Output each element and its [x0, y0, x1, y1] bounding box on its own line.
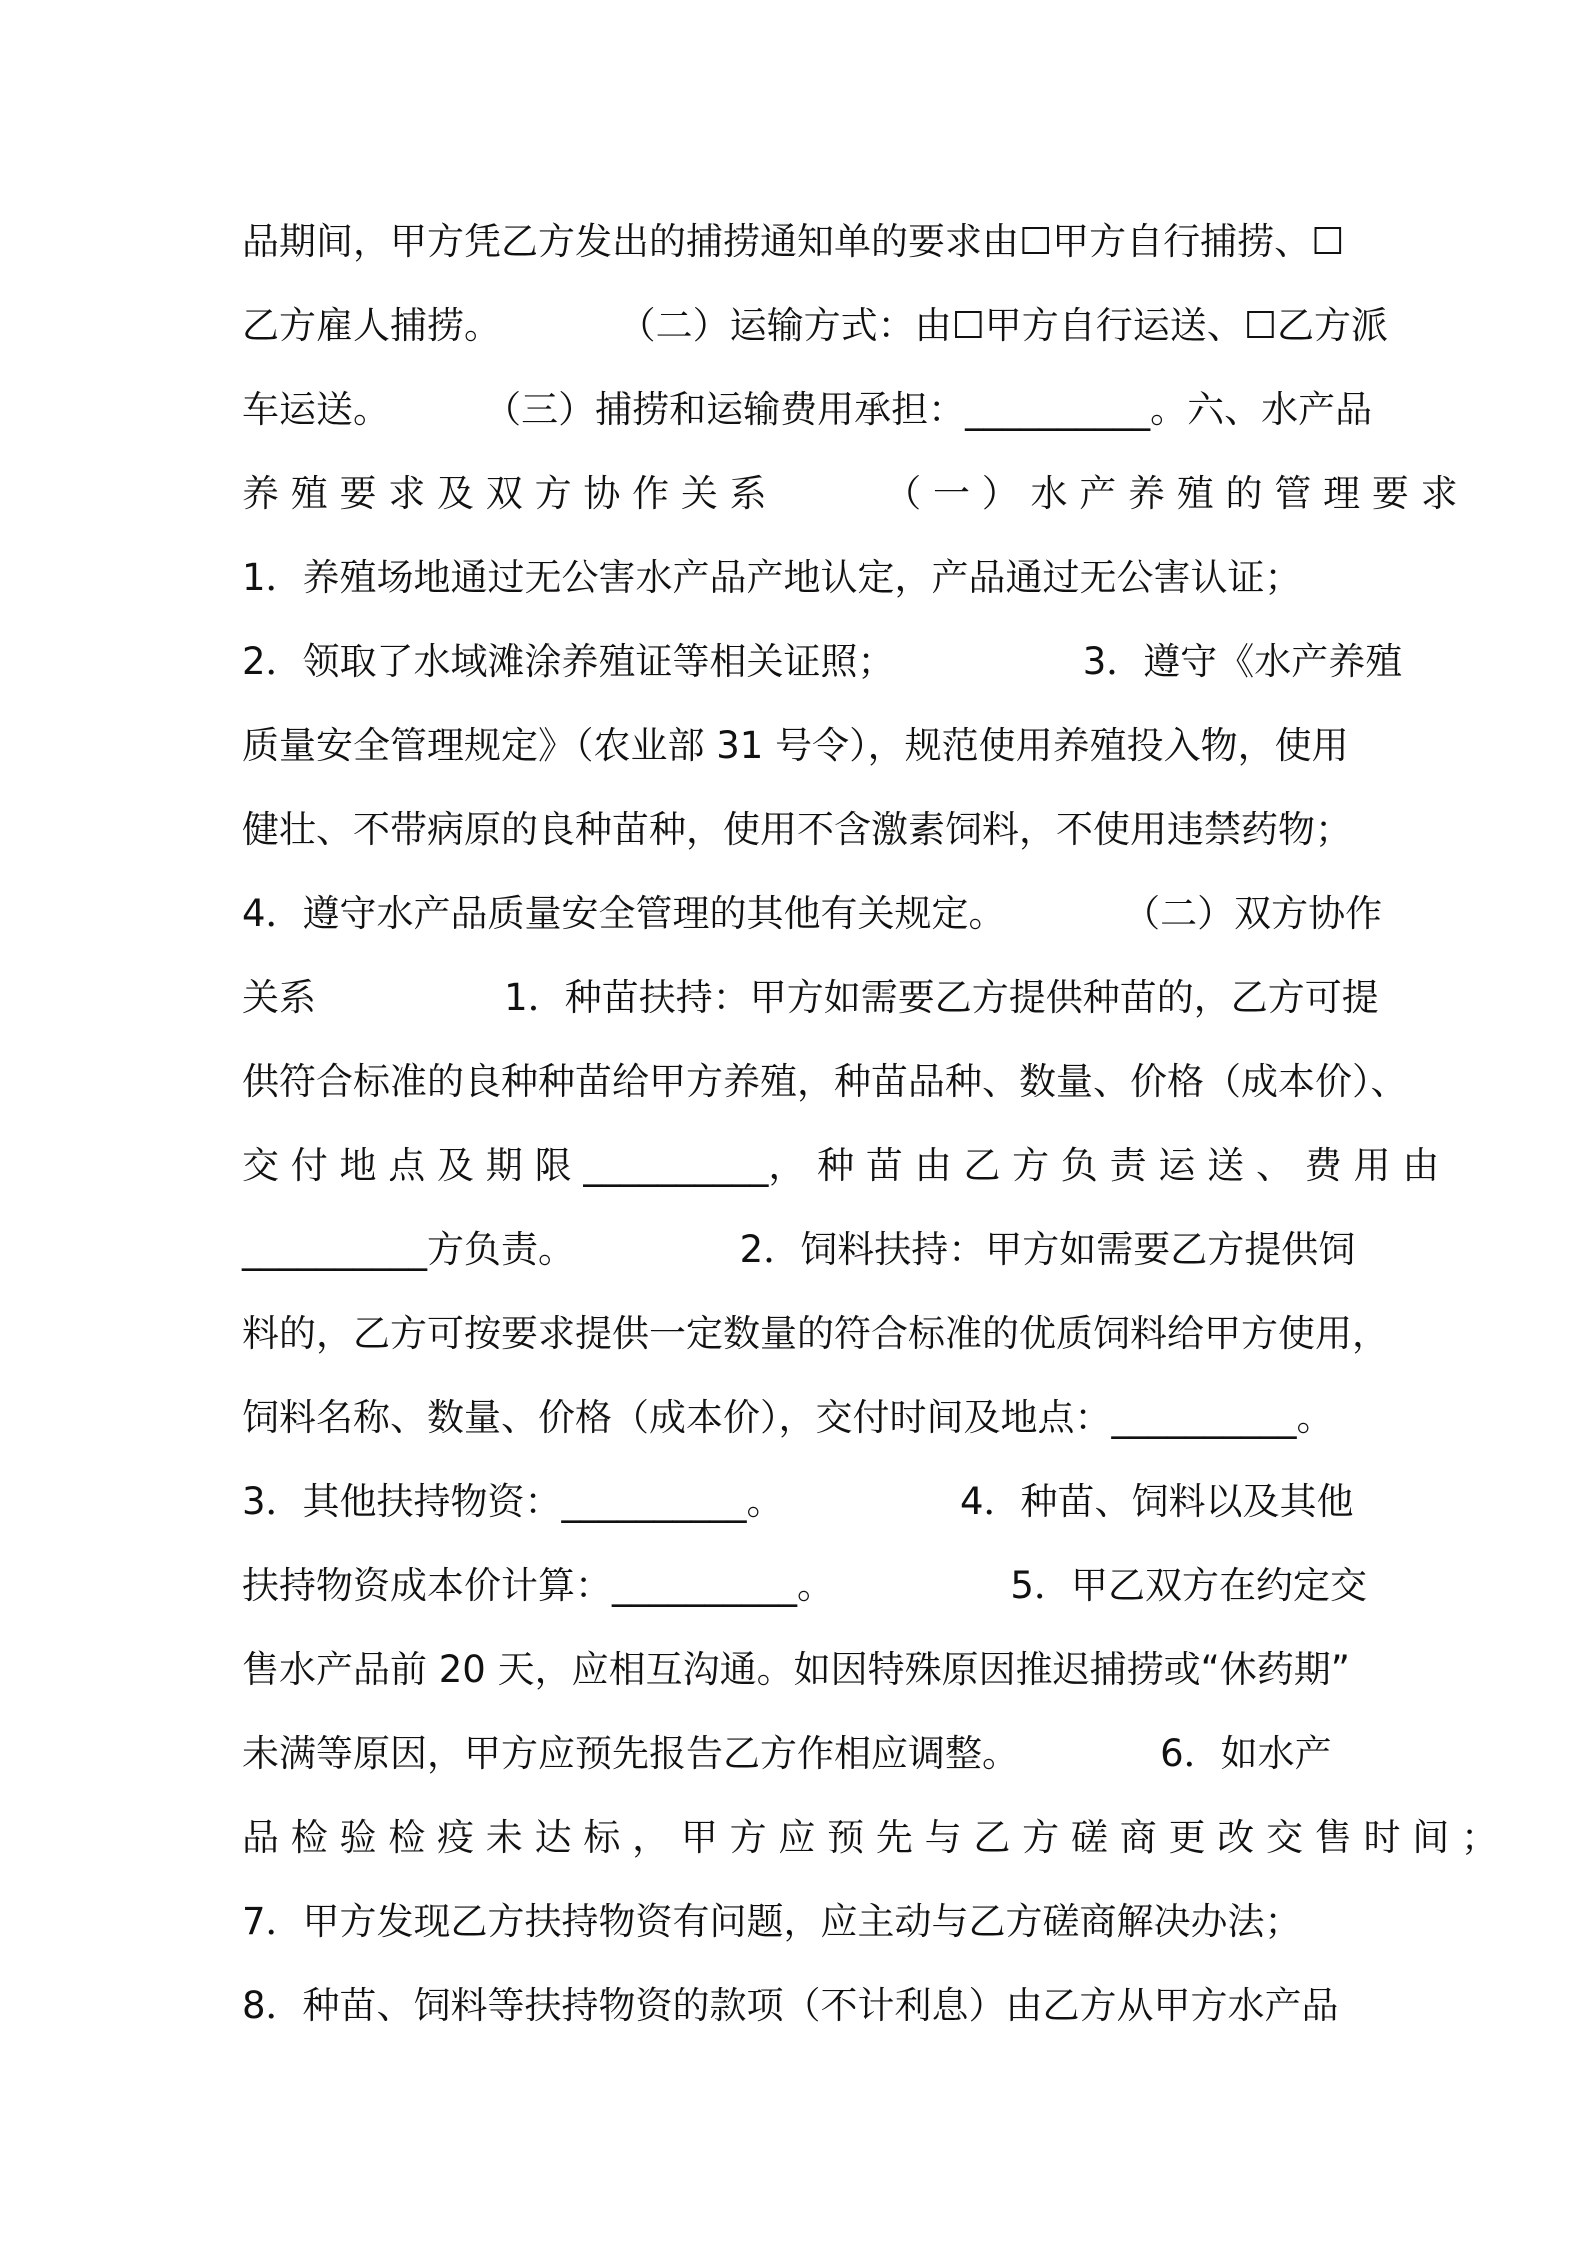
text-line: 料的，乙方可按要求提供一定数量的符合标准的优质饲料给甲方使用，	[242, 1312, 1389, 1355]
text-line: 未满等原因，甲方应预先报告乙方作相应调整。 6．如水产	[242, 1732, 1332, 1775]
text-line: __________方负责。 2．饲料扶持：甲方如需要乙方提供饲	[242, 1228, 1356, 1271]
text-line: 3．其他扶持物资：__________。 4．种苗、饲料以及其他	[242, 1480, 1354, 1523]
text-line: 1．养殖场地通过无公害水产品产地认定，产品通过无公害认证；	[242, 556, 1302, 599]
text-line: 质量安全管理规定》（农业部 31 号令），规范使用养殖投入物，使用	[242, 724, 1349, 767]
text-line: 关系 1．种苗扶持：甲方如需要乙方提供种苗的，乙方可提	[242, 976, 1379, 1019]
text-line: 品期间，甲方凭乙方发出的捕捞通知单的要求由☐甲方自行捕捞、☐	[242, 220, 1345, 263]
text-line: 品 检 验 检 疫 未 达 标 ， 甲 方 应 预 先 与 乙 方 磋 商 更 改 交 售 时 间 ；	[242, 1816, 1499, 1859]
contract-text	[242, 200, 1499, 2048]
text-line: 供符合标准的良种种苗给甲方养殖，种苗品种、数量、价格（成本价）、	[242, 1060, 1408, 1103]
text-line: 售水产品前 20 天，应相互沟通。如因特殊原因推迟捕捞或“休药期”	[242, 1648, 1350, 1691]
text-line: 7．甲方发现乙方扶持物资有问题，应主动与乙方磋商解决办法；	[242, 1900, 1302, 1943]
text-line: 养 殖 要 求 及 双 方 协 作 关 系 （ 一 ） 水 产 养 殖 的 管 理 要 求	[242, 472, 1458, 515]
text-line: 2．领取了水域滩涂养殖证等相关证照； 3．遵守《水产养殖	[242, 640, 1403, 683]
text-line: 4．遵守水产品质量安全管理的其他有关规定。 （二）双方协作	[242, 892, 1383, 935]
text-line: 交 付 地 点 及 期 限 __________， 种 苗 由 乙 方 负 责 运 送 、 费 用 由	[242, 1144, 1440, 1187]
text-line: 车运送。 （三）捕捞和运输费用承担：__________。六、水产品	[242, 388, 1373, 431]
text-line: 扶持物资成本价计算：__________。 5．甲乙双方在约定交	[242, 1564, 1367, 1607]
text-line: 乙方雇人捕捞。 （二）运输方式：由☐甲方自行运送、☐乙方派	[242, 304, 1388, 347]
text-line: 健壮、不带病原的良种苗种，使用不含激素饲料，不使用违禁药物；	[242, 808, 1352, 851]
text-line: 饲料名称、数量、价格（成本价），交付时间及地点：__________。	[242, 1396, 1334, 1439]
text-line: 8．种苗、饲料等扶持物资的款项（不计利息）由乙方从甲方水产品	[242, 1984, 1339, 2027]
